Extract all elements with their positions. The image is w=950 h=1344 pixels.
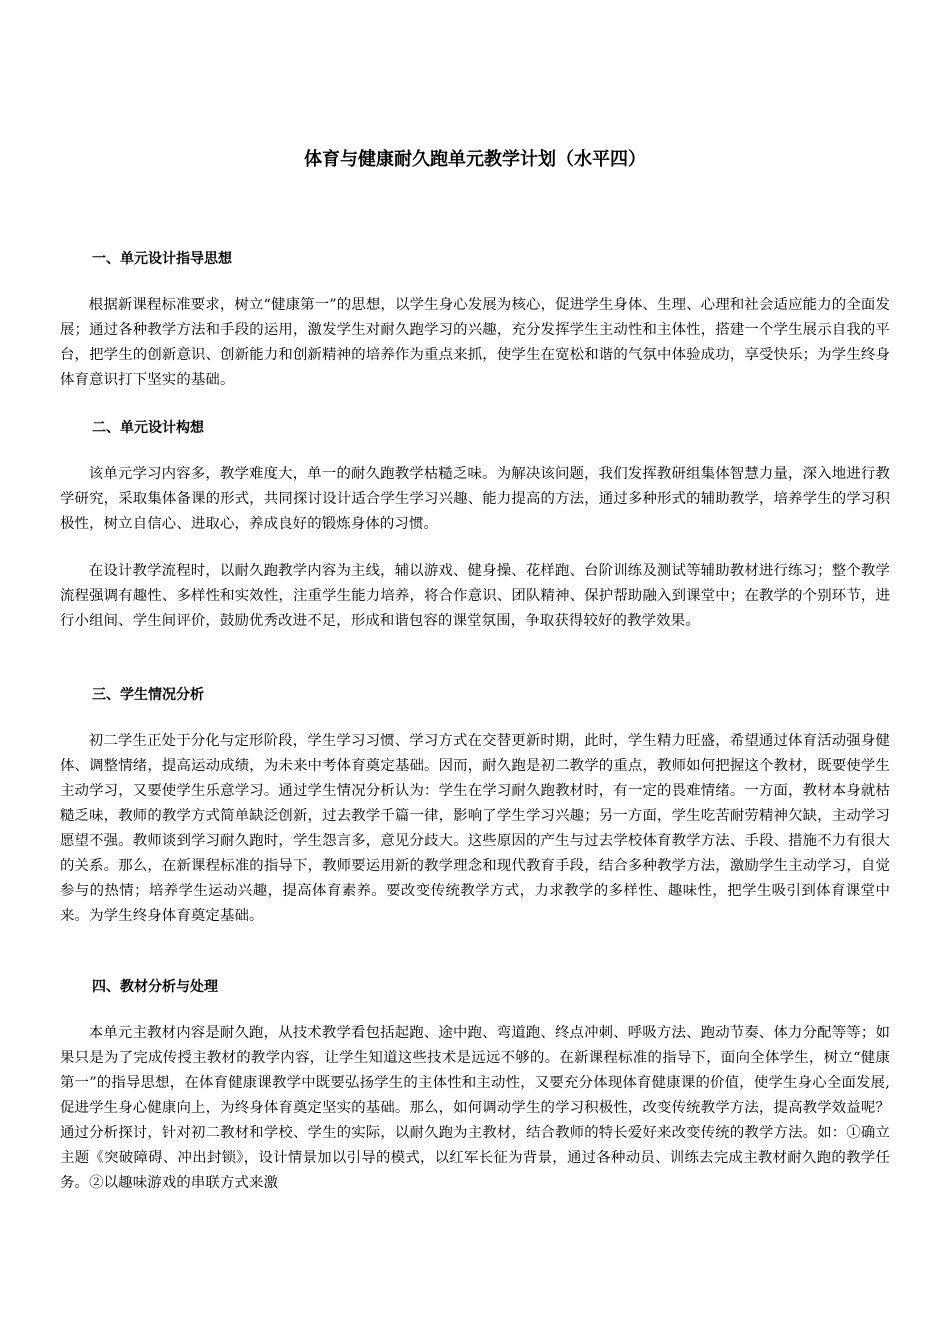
section-4-paragraph-1: 本单元主教材内容是耐久跑，从技术教学看包括起跑、途中跑、弯道跑、终点冲刺、呼吸方法、跑动节奏、体力分配等等；如果只是为了完成传授主教材的教学内容，让学生知道这些技术是远远不够的。在新课程标准的指导下，面向全体学生，树立“健康第一”的指导思想，在体育健康课教学中既要弘扬学生的主体性和主动性，又要充分体现体育健康课的价值，使学生身心全面发展,促进学生身心健康向上，为终身体育奠定坚实的基础。那么，如何调动学生的学习积极性，改变传统教学方法，提高教学效益呢？通过分析探讨，针对初二教材和学校、学生的实际，以耐久跑为主教材，结合教师的特长爱好来改变传统的教学方法。如：①确立主题《突破障碍、冲出封锁》，设计情景加以引导的模式，以红军长征为背景，通过各种动员、训练去完成主教材耐久跑的教学任务。②以趣味游戏的串联方式来激: [60, 1025, 890, 1191]
section-2-paragraph-2: 在设计教学流程时，以耐久跑教学内容为主线，辅以游戏、健身操、花样跑、台阶训练及测试等辅助教材进行练习；整个教学流程强调有趣性、多样性和实效性，注重学生能力培养，将合作意识、团队精神、保护帮助融入到课堂中；在教学的个别环节，进行小组间、学生间评价，鼓励优秀改进不足，形成和谐包容的课堂氛围，争取获得较好的教学效果。: [60, 563, 890, 629]
section-heading-3: 三、学生情况分析: [92, 687, 204, 703]
document-title: 体育与健康耐久跑单元教学计划（水平四）: [304, 149, 646, 170]
section-1-paragraph-1: 根据新课程标准要求，树立“健康第一”的思想，以学生身心发展为核心，促进学生身体、生理、心理和社会适应能力的全面发展；通过各种教学方法和手段的运用，激发学生对耐久跑学习的兴趣，充分发挥学生主动性和主体性，搭建一个学生展示自我的平台，把学生的创新意识、创新能力和创新精神的培养作为重点来抓，使学生在宽松和谐的气氛中体验成功，享受快乐；为学生终身体育意识打下坚实的基础。: [60, 297, 890, 388]
section-3-paragraph-1: 初二学生正处于分化与定形阶段，学生学习习惯、学习方式在交替更新时期，此时，学生精力旺盛，希望通过体育活动强身健体、调整情绪，提高运动成绩，为未来中考体育奠定基础。因而，耐久跑是初二教学的重点，教师如何把握这个教材，既要使学生主动学习，又要使学生乐意学习。通过学生情况分析认为：学生在学习耐久跑教材时，有一定的畏难情绪。一方面，教材本身就枯糙乏味，教师的教学方式简单缺泛创新，过去教学千篇一律，影响了学生学习兴趣；另一方面，学生吃苦耐劳精神欠缺，主动学习愿望不强。教师谈到学习耐久跑时，学生怨言多，意见分歧大。这些原因的产生与过去学校体育教学方法、手段、措施不力有很大的关系。那么，在新课程标准的指导下，教师要运用新的教学理念和现代教育手段，结合多种教学方法，激励学生主动学习，自觉参与的热情；培养学生运动兴趣，提高体育素养。要改变传统教学方式，力求教学的多样性、趣味性，把学生吸引到体育课堂中来。为学生终身体育奠定基础。: [60, 733, 890, 924]
section-2-paragraph-1: 该单元学习内容多，教学难度大，单一的耐久跑教学枯糙乏味。为解决该问题，我们发挥教研组集体智慧力量，深入地进行教学研究，采取集体备课的形式，共同探讨设计适合学生学习兴趣、能力提高的方法，通过多种形式的辅助教学，培养学生的学习积极性，树立自信心、进取心，养成良好的锻炼身体的习惯。: [60, 466, 890, 532]
section-heading-4: 四、教材分析与处理: [92, 979, 218, 995]
section-heading-2: 二、单元设计构想: [92, 420, 204, 436]
section-heading-1: 一、单元设计指导思想: [92, 251, 232, 267]
